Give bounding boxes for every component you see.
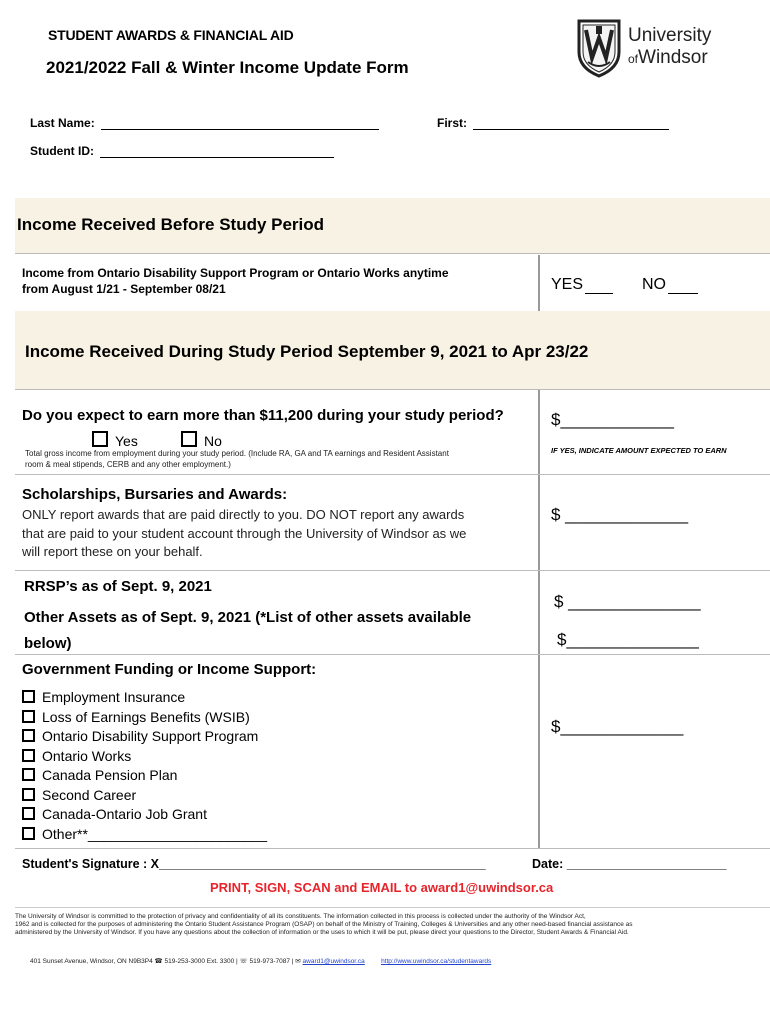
date-field[interactable]: Date: _______________________ [532,857,727,871]
scholarships-title: Scholarships, Bursaries and Awards: [22,486,288,503]
logo-university-text: University [628,25,712,46]
govt-option-wsib[interactable] [22,708,267,728]
divider [15,848,770,849]
checkbox[interactable] [22,729,35,742]
student-id-label: Student ID: [30,144,94,158]
govt-option-label: Second Career [42,786,137,803]
section1-question [22,266,449,297]
earn-yes-option[interactable] [92,431,138,449]
govt-option-job-grant[interactable] [22,805,267,825]
govt-option-label: Other**_______________________ [42,825,267,842]
checkbox[interactable] [22,807,35,820]
column-divider [538,255,540,311]
contact-info: 401 Sunset Avenue, Windsor, ON N9B3P4 ☎ 519-253-3000 Ext. 3300 | ☏ 519-973-7087 | ✉ award1@uwindsor.ca http://www.uwindsor.ca/studentawards [30,958,492,965]
divider [15,570,770,571]
yes-option-label: Yes [115,433,138,449]
checkbox[interactable] [22,827,35,840]
govt-option-odsp[interactable] [22,727,267,747]
earn-no-option[interactable] [181,431,222,449]
divider [15,389,770,390]
submission-instruction: PRINT, SIGN, SCAN and EMAIL to award1@uwindsor.ca [210,880,554,895]
govt-option-label: Ontario Disability Support Program [42,728,259,744]
govt-option-label: Employment Insurance [42,689,186,705]
website-link[interactable]: http://www.uwindsor.ca/studentawards [381,958,492,965]
last-name-line[interactable] [101,118,379,130]
govt-option-label: Canada Pension Plan [42,767,178,783]
govt-option-second-career[interactable] [22,786,267,806]
divider [15,253,770,254]
section1-no-field[interactable] [642,276,698,294]
signature-field[interactable]: Student's Signature : X_______________________________________________ [22,857,486,871]
no-checkbox[interactable] [181,431,197,447]
address: 401 Sunset Avenue, Windsor, ON N9B3P4 [30,958,153,965]
scholarships-amount-field[interactable]: $ _____________ [551,505,689,524]
no-line[interactable] [668,278,698,294]
form-title: 2021/2022 Fall & Winter Income Update Form [46,58,409,77]
no-option-label: No [204,433,222,449]
last-name-field[interactable] [30,116,379,130]
email-link[interactable]: award1@uwindsor.ca [302,958,365,965]
logo-of-text: of [628,52,639,66]
earn-note [25,448,449,470]
section2-title: Income Received During Study Period September 9, 2021 to Apr 23/22 [25,342,589,361]
other-assets-title [24,605,471,657]
govt-option-other[interactable] [22,825,267,845]
section1-question-line1: Income from Ontario Disability Support Program or Ontario Works anytime [22,266,449,280]
govt-option-cpp[interactable] [22,766,267,786]
crest-icon [576,18,622,78]
govt-amount-field[interactable]: $_____________ [551,717,684,736]
section2-header [15,311,770,389]
column-divider [538,390,540,848]
earn-amount-field[interactable]: $____________ [551,410,674,429]
student-id-line[interactable] [100,146,334,158]
fax-icon: ☏ [239,958,248,965]
earn-amount-note: IF YES, INDICATE AMOUNT EXPECTED TO EARN [551,446,727,455]
scholarships-line1: ONLY report awards that are paid directly to you. DO NOT report any awards [22,507,465,522]
checkbox[interactable] [22,768,35,781]
other-assets-line2: below) [24,635,72,652]
yes-line[interactable] [585,278,613,294]
govt-option-label: Ontario Works [42,747,132,764]
privacy-line1: The University of Windsor is committed to the protection of privacy and confidentiality of all its constituents. The information collected in this process is collected under the authority of the Windsor Act, [15,913,586,920]
govt-funding-title: Government Funding or Income Support: [22,661,317,678]
checkbox[interactable] [22,788,35,801]
email-icon: ✉ [295,958,301,965]
checkbox[interactable] [22,690,35,703]
university-logo [572,17,732,79]
section1-header [15,198,770,253]
department-name: STUDENT AWARDS & FINANCIAL AID [48,27,294,43]
rrsp-title: RRSP’s as of Sept. 9, 2021 [24,578,212,595]
section1-title: Income Received Before Study Period [17,215,325,234]
no-label: NO [642,276,666,293]
divider [15,654,770,655]
govt-option-label: Canada-Ontario Job Grant [42,806,207,822]
earn-note-line2: room & meal stipends, CERB and any other employment.) [25,460,231,469]
privacy-line2: 1962 and is collected for the purposes of administering the Ontario Student Assistance Program (OSAP) on behalf of the Ministry of Training, Colleges & Universities and any other need-based financial assistance as [15,921,633,928]
earn-question: Do you expect to earn more than $11,200 during your study period? [22,407,504,424]
rrsp-amount-field[interactable]: $ ______________ [554,592,701,611]
divider [15,474,770,475]
checkbox[interactable] [22,749,35,762]
privacy-notice [15,913,765,937]
phone: 519-253-3000 Ext. 3300 [164,958,235,965]
first-name-field[interactable] [437,116,669,130]
fax: 519-973-7087 [249,958,290,965]
student-id-field[interactable] [30,144,334,158]
govt-option-label: Loss of Earnings Benefits (WSIB) [42,708,250,725]
last-name-label: Last Name: [30,116,95,130]
section1-yes-field[interactable] [551,276,613,294]
scholarships-description [22,506,466,562]
scholarships-line3: will report these on your behalf. [22,544,203,559]
logo-windsor-text [628,47,708,69]
privacy-line3: administered by the University of Windsor. If you have any questions about the collection of information or the uses to which it will be put, please direct your questions to the Director, Student Awards & Financial Aid. [15,929,629,936]
govt-option-ontario-works[interactable] [22,747,267,767]
yes-label: YES [551,276,584,293]
checkbox[interactable] [22,710,35,723]
divider [15,907,770,908]
earn-note-line1: Total gross income from employment during your study period. (Include RA, GA and TA earnings and Resident Assistant [25,449,449,458]
scholarships-line2: that are paid to your student account through the University of Windsor as we [22,525,467,541]
logo-windsor-word: Windsor [638,47,708,68]
yes-checkbox[interactable] [92,431,108,447]
first-name-label: First: [437,116,467,130]
govt-funding-options [22,688,267,844]
other-assets-amount-field[interactable]: $______________ [557,630,699,649]
govt-option-employment-insurance[interactable] [22,688,267,708]
first-name-line[interactable] [473,118,669,130]
phone-icon: ☎ [154,958,163,965]
section1-question-line2: from August 1/21 - September 08/21 [22,281,226,296]
other-assets-line1: Other Assets as of Sept. 9, 2021 (*List of other assets available [24,609,472,626]
